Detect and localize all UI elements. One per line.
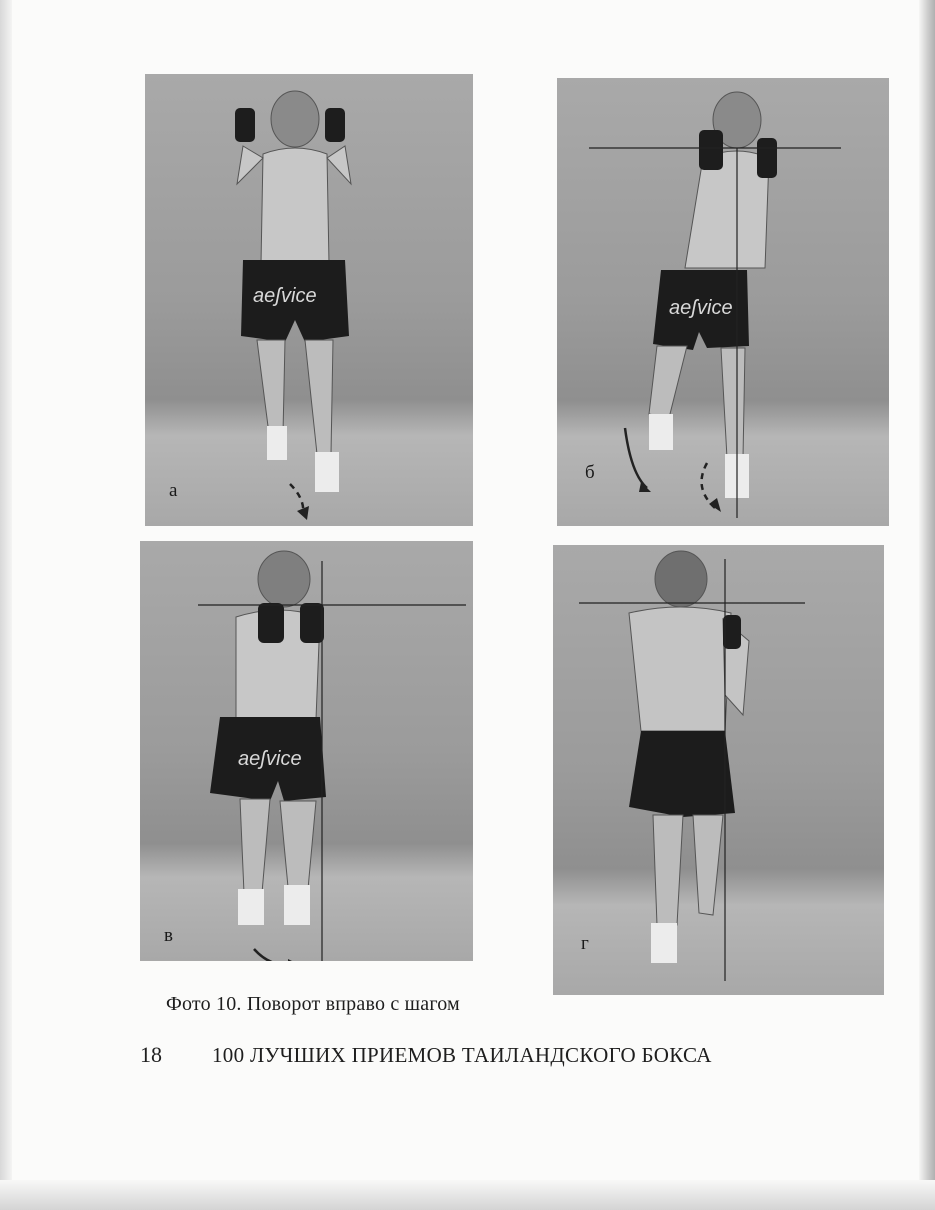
photo-label-b: б [585, 462, 595, 483]
svg-text:aeʃvice: aeʃvice [238, 748, 302, 770]
photo-d-figure [553, 545, 884, 995]
scan-edge-bottom [0, 1180, 935, 1210]
photo-label-d: г [581, 933, 589, 954]
page-number: 18 [140, 1042, 162, 1067]
photo-b [557, 78, 889, 526]
photo-label-c: в [164, 925, 173, 946]
photo-c [140, 541, 473, 961]
svg-text:aeʃvice: aeʃvice [669, 297, 733, 319]
svg-text:aeʃvice: aeʃvice [253, 285, 317, 307]
photo-caption: Фото 10. Поворот вправо с шагом [166, 993, 460, 1015]
photo-c-figure [140, 541, 473, 961]
photo-a [145, 74, 473, 526]
running-footer-title: 100 ЛУЧШИХ ПРИЕМОВ ТАИЛАНДСКОГО БОКСА [212, 1043, 712, 1067]
scan-edge-right [919, 0, 935, 1210]
photo-d [553, 545, 884, 995]
photo-b-figure [557, 78, 889, 526]
photo-a-figure [145, 74, 473, 526]
scan-edge-left [0, 0, 12, 1210]
photo-label-a: а [169, 480, 178, 501]
